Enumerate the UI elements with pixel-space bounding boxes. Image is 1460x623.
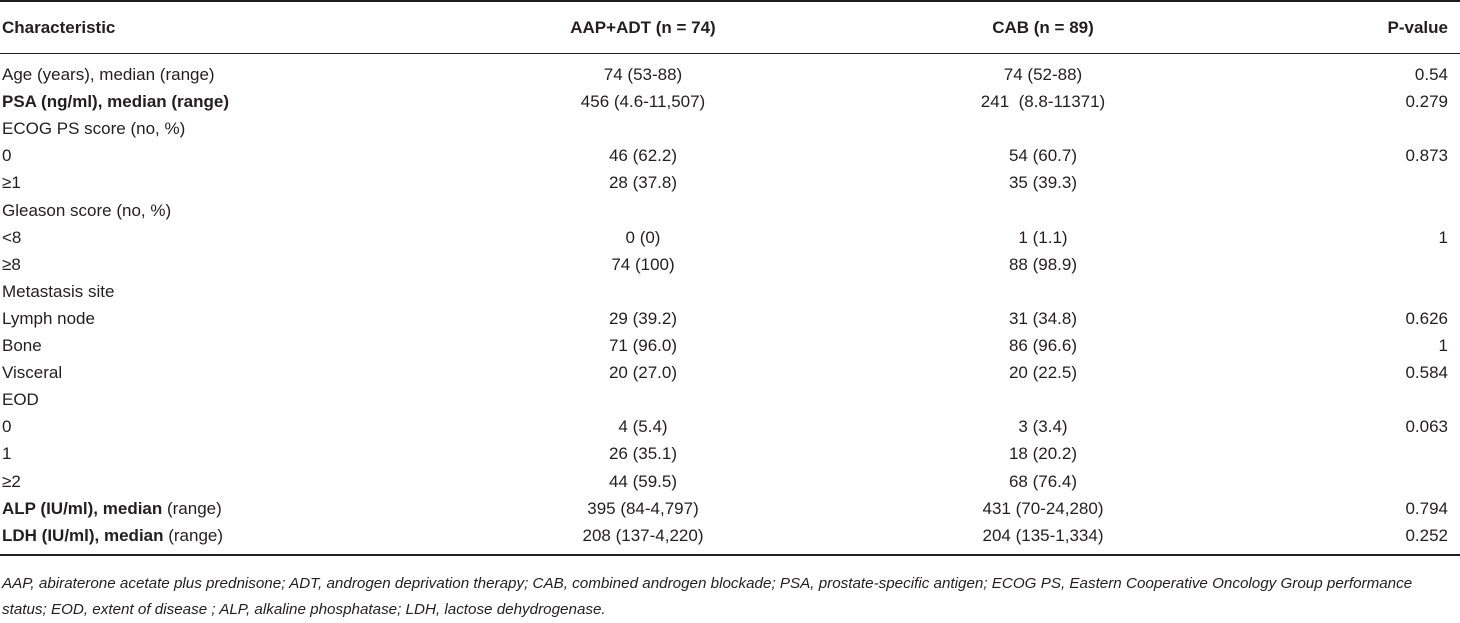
header-aap-adt: AAP+ADT (n = 74) bbox=[570, 18, 716, 37]
row-label-bold: ALP (IU/ml), median bbox=[2, 498, 163, 518]
table-bottom-rule bbox=[0, 554, 1460, 556]
row-characteristic bbox=[2, 117, 185, 141]
row-characteristic bbox=[2, 171, 21, 195]
row-label: ≥2 bbox=[2, 471, 21, 491]
row-label: ECOG PS score (no, %) bbox=[2, 119, 186, 139]
row-aap-adt-value: 29 (39.2) bbox=[608, 308, 678, 328]
row-label: EOD bbox=[2, 390, 39, 410]
row-cab-value: 204 (135-1,334) bbox=[982, 525, 1104, 545]
row-characteristic bbox=[2, 442, 11, 466]
row-p-value: 0.54 bbox=[1414, 65, 1448, 84]
row-cab-value: 20 (22.5) bbox=[1008, 363, 1078, 383]
row-aap-adt-value: 395 (84-4,797) bbox=[587, 498, 699, 518]
row-characteristic bbox=[2, 90, 229, 114]
row-characteristic bbox=[2, 470, 21, 494]
table-row bbox=[0, 470, 1460, 497]
row-aap-adt-value: 44 (59.5) bbox=[608, 471, 678, 491]
row-p-value: 1 bbox=[1438, 227, 1448, 247]
table-row bbox=[0, 497, 1460, 524]
row-characteristic bbox=[2, 388, 39, 412]
row-label: Metastasis site bbox=[2, 281, 115, 301]
row-label: Visceral bbox=[2, 363, 63, 383]
row-aap-adt-value: 4 (5.4) bbox=[618, 417, 668, 437]
row-cab-value: 31 (34.8) bbox=[1008, 308, 1078, 328]
row-label: 1 bbox=[2, 444, 12, 464]
row-p-value: 0.794 bbox=[1405, 498, 1448, 518]
row-characteristic bbox=[2, 524, 223, 548]
table-row bbox=[0, 442, 1460, 469]
row-cab-value: 74 (52-88) bbox=[1003, 65, 1083, 84]
table-header-row bbox=[0, 16, 1460, 40]
row-aap-adt-value: 208 (137-4,220) bbox=[582, 525, 704, 545]
table-top-rule bbox=[0, 0, 1460, 2]
row-label-rest: (range) bbox=[162, 498, 222, 518]
row-characteristic bbox=[2, 361, 62, 385]
row-cab-value: 241 (8.8-11371) bbox=[980, 92, 1106, 112]
row-aap-adt-value: 28 (37.8) bbox=[608, 173, 678, 193]
table-row bbox=[0, 524, 1460, 551]
row-p-value: 0.584 bbox=[1405, 363, 1448, 383]
row-characteristic bbox=[2, 307, 95, 331]
row-aap-adt-value: 74 (53-88) bbox=[603, 65, 683, 84]
table-row bbox=[0, 117, 1460, 144]
table-row bbox=[0, 307, 1460, 334]
row-cab-value: 1 (1.1) bbox=[1018, 227, 1068, 247]
table-row bbox=[0, 361, 1460, 388]
row-cab-value: 86 (96.6) bbox=[1008, 336, 1078, 355]
header-p-value: P-value bbox=[1387, 18, 1448, 37]
row-label-bold: PSA (ng/ml), median (range) bbox=[2, 92, 230, 112]
row-aap-adt-value: 74 (100) bbox=[611, 254, 675, 274]
row-label: 0 bbox=[2, 146, 12, 166]
row-characteristic bbox=[2, 199, 171, 223]
table-row bbox=[0, 253, 1460, 280]
row-characteristic bbox=[2, 280, 114, 304]
row-label-bold: LDH (IU/ml), median bbox=[2, 525, 164, 545]
table-row bbox=[0, 388, 1460, 415]
table-row bbox=[0, 280, 1460, 307]
row-characteristic bbox=[2, 144, 11, 168]
header-cab: CAB (n = 89) bbox=[992, 18, 1094, 37]
table-row bbox=[0, 63, 1460, 90]
row-cab-value: 88 (98.9) bbox=[1008, 254, 1078, 274]
row-characteristic bbox=[2, 415, 11, 439]
row-p-value: 0.063 bbox=[1405, 417, 1448, 437]
header-characteristic: Characteristic bbox=[2, 18, 116, 37]
row-aap-adt-value: 456 (4.6-11,507) bbox=[580, 92, 706, 112]
row-label: <8 bbox=[2, 227, 22, 247]
row-characteristic bbox=[2, 497, 222, 521]
row-label: Gleason score (no, %) bbox=[2, 200, 172, 220]
row-label: Lymph node bbox=[2, 308, 95, 328]
row-cab-value: 431 (70-24,280) bbox=[982, 498, 1104, 518]
table-header-rule bbox=[0, 53, 1460, 54]
row-label: Age (years), median (range) bbox=[2, 65, 215, 84]
row-aap-adt-value: 46 (62.2) bbox=[608, 146, 678, 166]
row-aap-adt-value: 26 (35.1) bbox=[608, 444, 678, 464]
table-row bbox=[0, 90, 1460, 117]
row-characteristic bbox=[2, 334, 42, 358]
table-row bbox=[0, 334, 1460, 361]
row-label: Bone bbox=[2, 336, 42, 355]
row-aap-adt-value: 20 (27.0) bbox=[608, 363, 678, 383]
row-p-value: 1 bbox=[1438, 336, 1448, 355]
row-characteristic bbox=[2, 253, 21, 277]
row-aap-adt-value: 0 (0) bbox=[625, 227, 661, 247]
table-row bbox=[0, 199, 1460, 226]
table-row bbox=[0, 171, 1460, 198]
row-p-value: 0.252 bbox=[1405, 525, 1448, 545]
row-cab-value: 54 (60.7) bbox=[1008, 146, 1078, 166]
table-row bbox=[0, 144, 1460, 171]
row-cab-value: 68 (76.4) bbox=[1008, 471, 1078, 491]
row-p-value: 0.873 bbox=[1405, 146, 1448, 166]
table-row bbox=[0, 226, 1460, 253]
row-label: ≥1 bbox=[2, 173, 21, 193]
table-footnote: AAP, abiraterone acetate plus prednisone; ADT, androgen deprivation therapy; CAB, combined androgen blockade; PSA, prostate-specific antigen; ECOG PS, Eastern Cooperative Oncology Group performance status; EOD, extent of disease ; ALP, alkaline phosphatase; LDH, lactose dehydrogenase. bbox=[2, 575, 1413, 618]
row-label: 0 bbox=[2, 417, 12, 437]
row-cab-value: 35 (39.3) bbox=[1008, 173, 1078, 193]
row-aap-adt-value: 71 (96.0) bbox=[608, 336, 678, 355]
row-characteristic bbox=[2, 226, 21, 250]
table-row bbox=[0, 415, 1460, 442]
row-cab-value: 3 (3.4) bbox=[1018, 417, 1068, 437]
row-characteristic bbox=[2, 63, 215, 87]
row-p-value: 0.279 bbox=[1405, 92, 1448, 112]
row-label-rest: (range) bbox=[163, 525, 224, 545]
row-label: ≥8 bbox=[2, 254, 21, 274]
row-p-value: 0.626 bbox=[1405, 308, 1448, 328]
row-cab-value: 18 (20.2) bbox=[1008, 444, 1078, 464]
